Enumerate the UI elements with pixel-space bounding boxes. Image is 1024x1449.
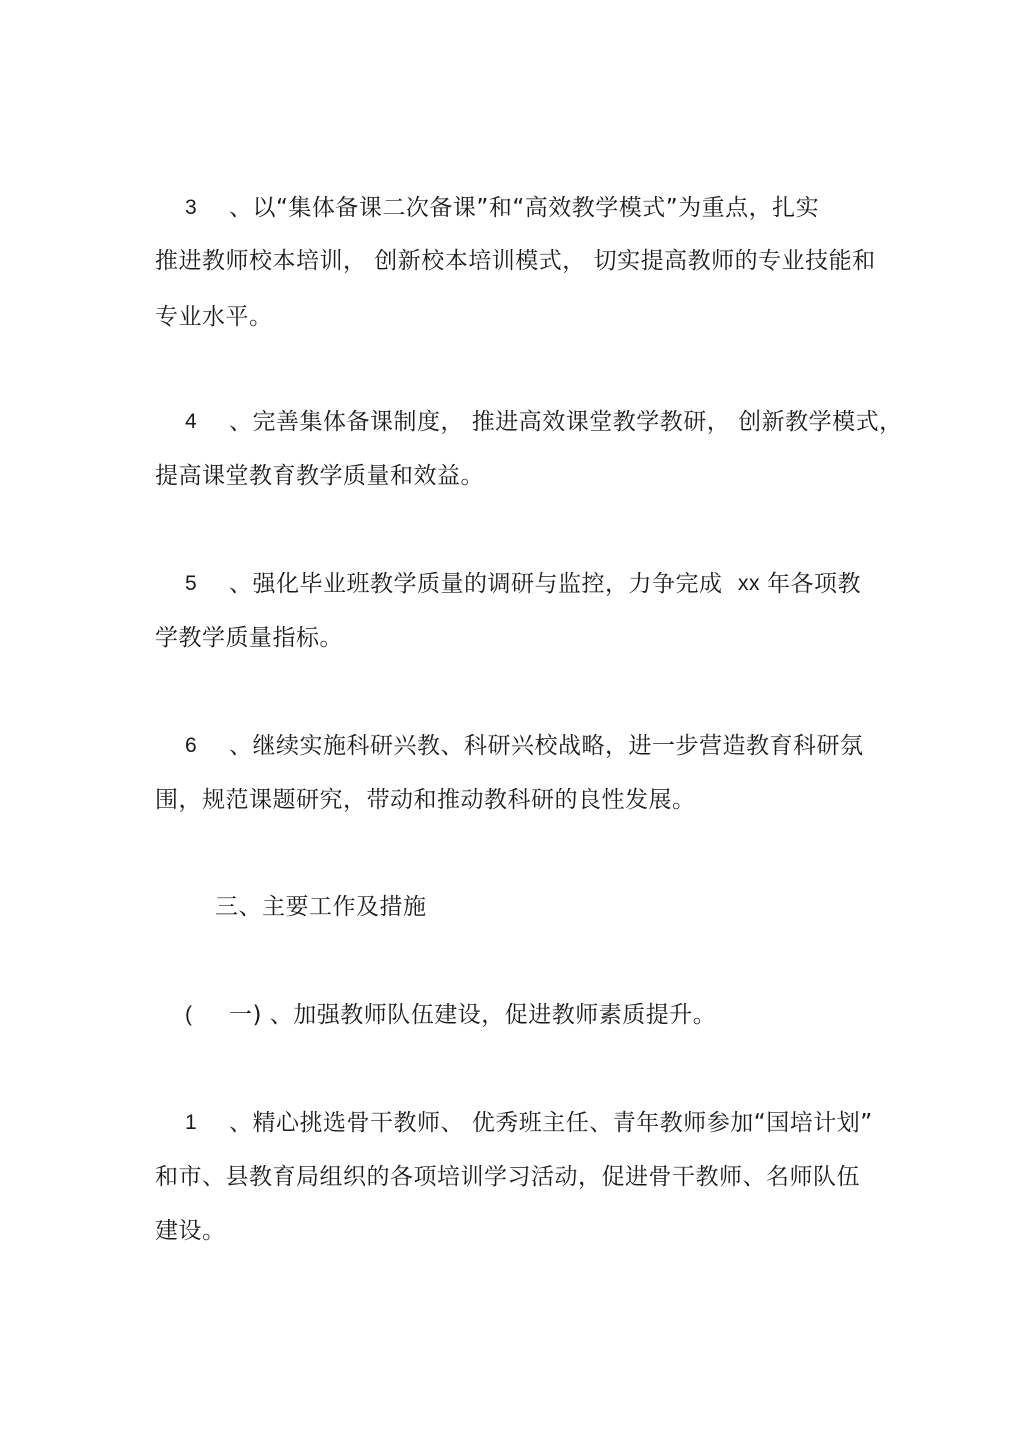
item-number: 5: [185, 572, 197, 595]
subsection-heading: 一) 、加强教师队伍建设，促进教师素质提升。: [229, 1002, 717, 1028]
paragraph-line: 提高课堂教育教学质量和效益。: [155, 463, 484, 489]
item-number: 4: [185, 410, 197, 433]
paragraph-line: 和市、县教育局组织的各项培训学习活动，促进骨干教师、名师队伍: [155, 1164, 860, 1190]
paragraph-line: 、完善集体备课制度， 推进高效课堂教学教研， 创新教学模式，: [229, 409, 903, 435]
item-number: 1: [185, 1111, 197, 1134]
section-heading: 三、主要工作及措施: [215, 894, 427, 920]
paragraph-line: 年各项教: [767, 571, 861, 597]
item-number: 3: [185, 196, 197, 219]
paragraph-line: 、精心挑选骨干教师、 优秀班主任、青年教师参加“国培计划”: [229, 1110, 873, 1136]
paragraph-line: 专业水平。: [155, 304, 273, 330]
paragraph-line: 建设。: [155, 1218, 226, 1244]
paragraph-line: 、强化毕业班教学质量的调研与监控，力争完成: [229, 571, 723, 597]
subsection-open-paren: (: [185, 1003, 192, 1026]
item-number: 6: [185, 734, 197, 757]
paragraph-line: 、以“集体备课二次备课”和“高效教学模式”为重点，扎实: [229, 195, 820, 221]
paragraph-line: 推进教师校本培训， 创新校本培训模式， 切实提高教师的专业技能和: [155, 248, 876, 274]
paragraph-line: 围，规范课题研究，带动和推动教科研的良性发展。: [155, 787, 696, 813]
paragraph-line: 学教学质量指标。: [155, 625, 343, 651]
paragraph-line: 、继续实施科研兴教、科研兴校战略，进一步营造教育科研氛: [229, 733, 864, 759]
year-placeholder: xx: [738, 572, 760, 595]
